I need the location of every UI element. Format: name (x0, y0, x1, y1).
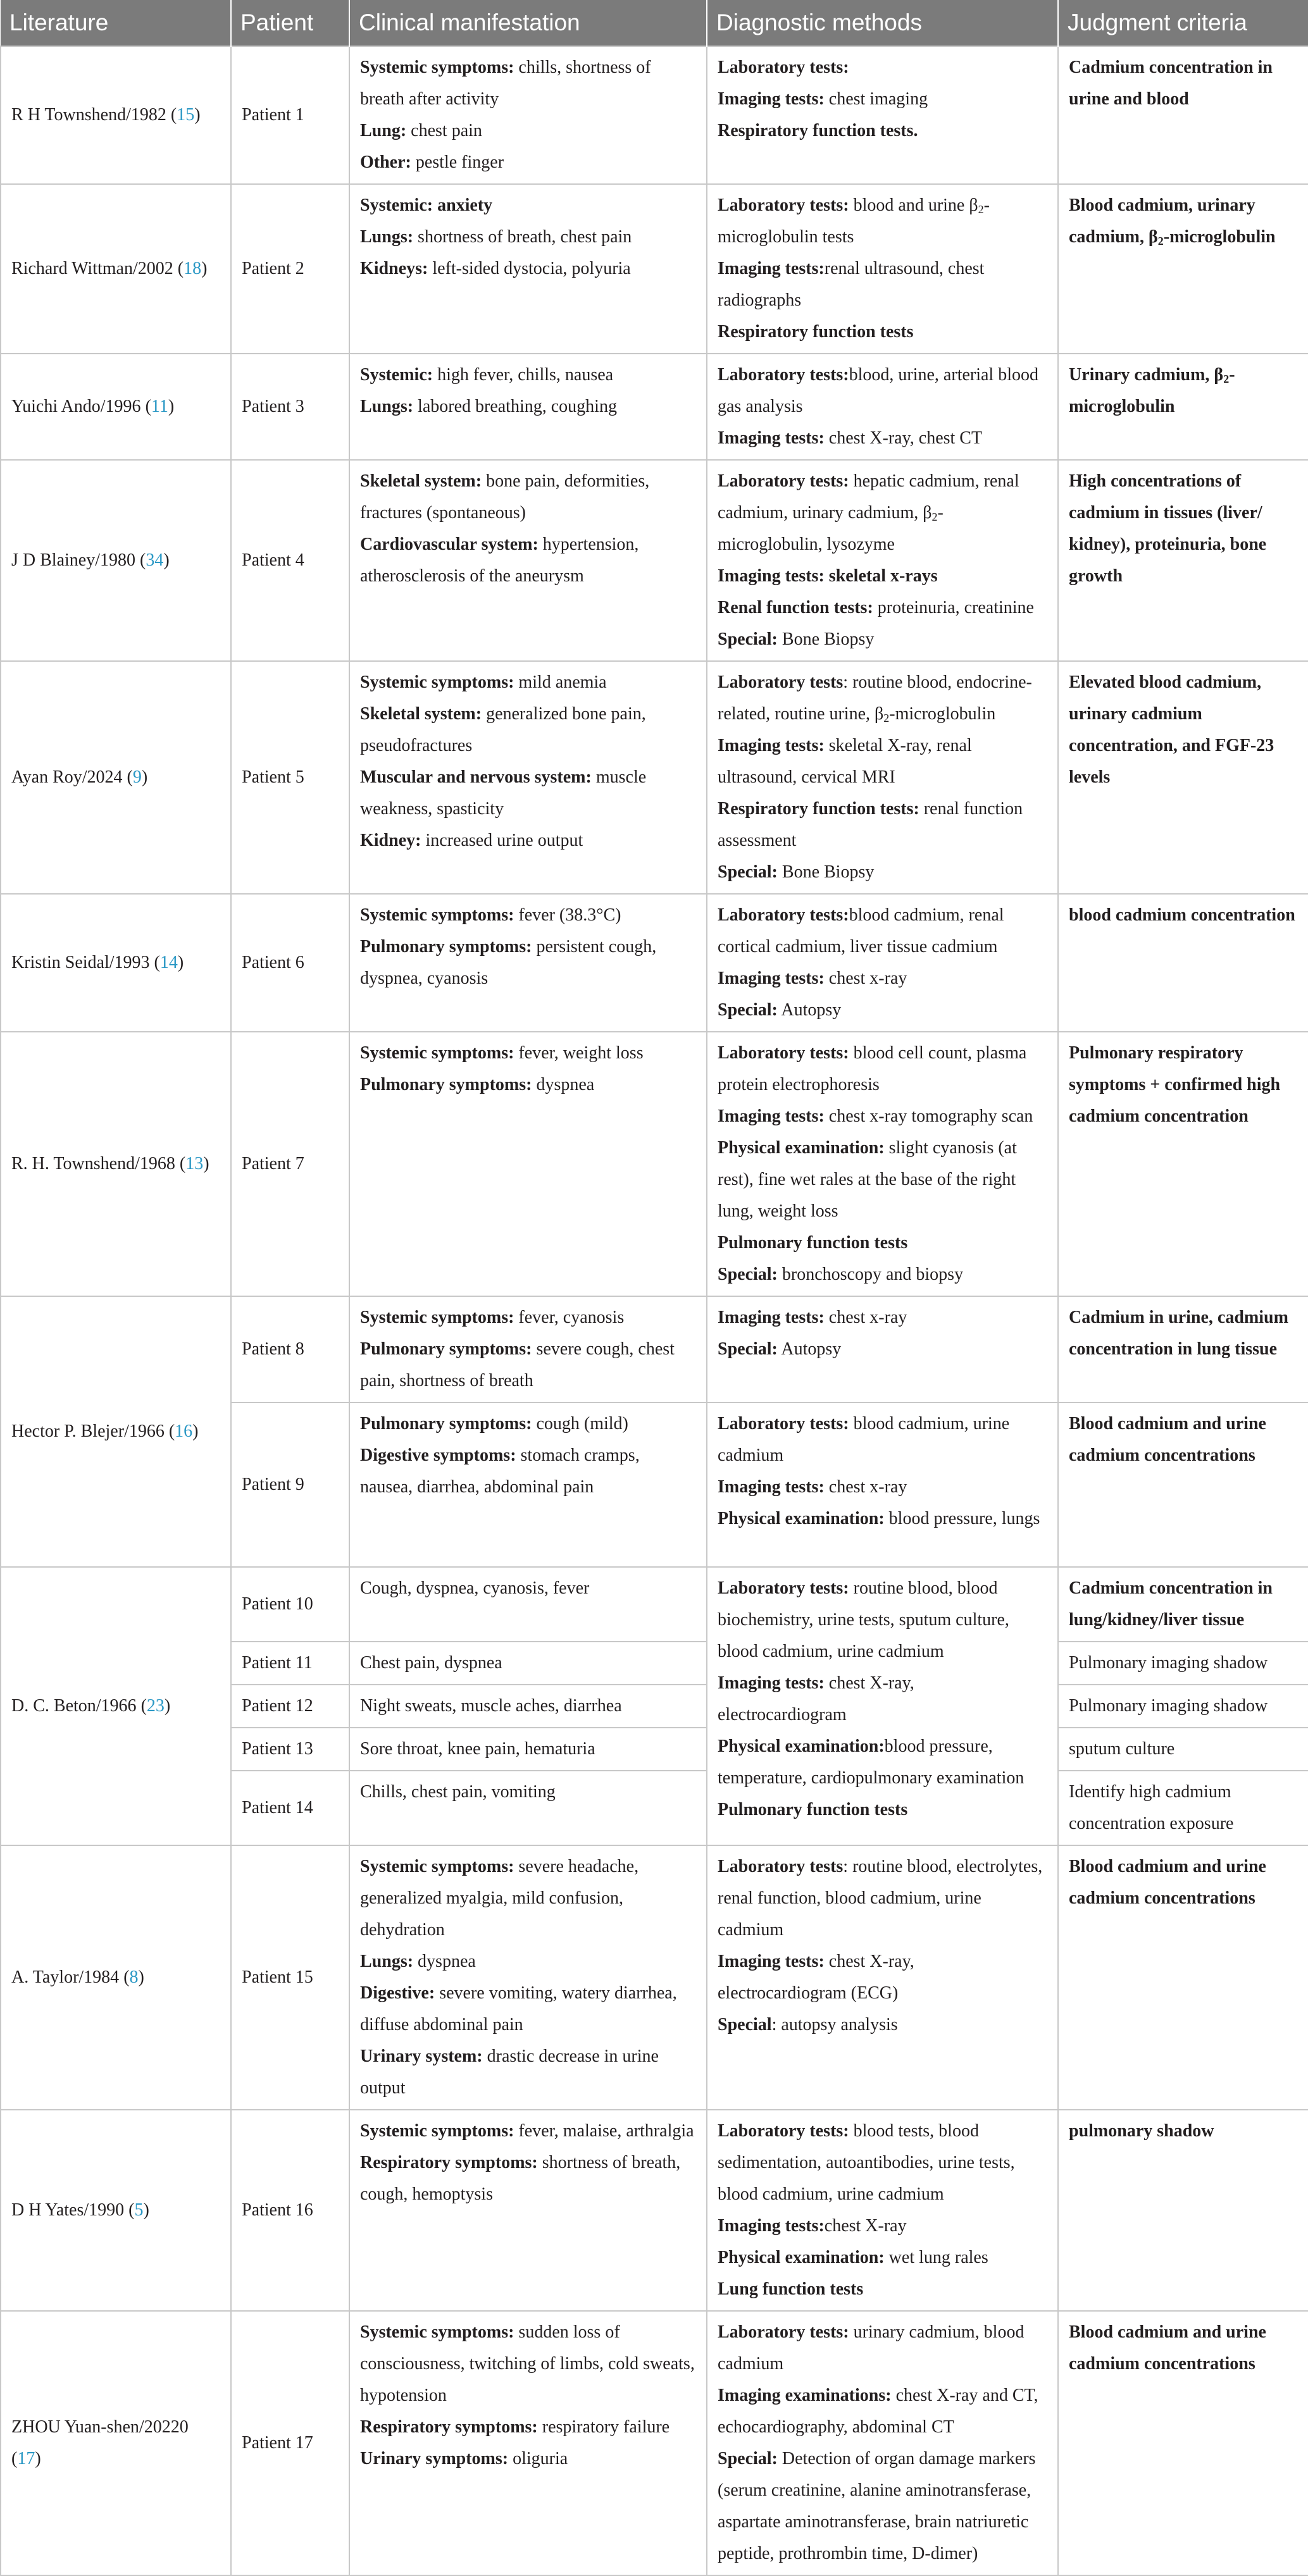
patient-cell: Patient 1 (231, 46, 349, 184)
patient-cell: Patient 2 (231, 184, 349, 354)
literature-cell: R. H. Townshend/1968 (13) (1, 1032, 231, 1296)
judgment-criteria-cell: Blood cadmium, urinary cadmium, $\beta_2$-microglobulin (1058, 184, 1308, 354)
patient-cell: Patient 7 (231, 1032, 349, 1296)
reference-link[interactable]: 15 (177, 105, 195, 125)
clinical-manifestation-cell: Systemic symptoms: chills, shortness of breath after activity Lung: chest pain Other: pestle finger (349, 46, 707, 184)
clinical-manifestation-cell: Systemic symptoms: mild anemia Skeletal system: generalized bone pain, pseudofractures Muscular and nervous system: muscle weakness, spasticity Kidney: increased urine output (349, 661, 707, 894)
patient-cell: Patient 9 (231, 1403, 349, 1567)
literature-cell: J D Blainey/1980 (34) (1, 460, 231, 661)
judgment-criteria-cell: Identify high cadmium concentration exposure (1058, 1771, 1308, 1845)
patient-cell: Patient 14 (231, 1771, 349, 1845)
reference-link[interactable]: 5 (134, 2200, 144, 2220)
clinical-manifestation-cell: Systemic symptoms: fever, cyanosis Pulmonary symptoms: severe cough, chest pain, shortness of breath (349, 1296, 707, 1403)
table-row (1, 894, 1308, 1032)
header-patient: Patient (231, 0, 349, 46)
table-row (1, 1567, 1308, 1642)
table-row (1, 2311, 1308, 2575)
patient-cell: Patient 5 (231, 661, 349, 894)
table-row (1, 2110, 1308, 2311)
clinical-manifestation-cell: Systemic: high fever, chills, nausea Lungs: labored breathing, coughing (349, 354, 707, 460)
clinical-manifestation-cell: Systemic symptoms: fever, weight loss Pulmonary symptoms: dyspnea (349, 1032, 707, 1296)
judgment-criteria-cell: Pulmonary imaging shadow (1058, 1642, 1308, 1685)
judgment-criteria-cell: blood cadmium concentration (1058, 894, 1308, 1032)
table-row (1, 184, 1308, 354)
judgment-criteria-cell: Cadmium in urine, cadmium concentration in lung tissue (1058, 1296, 1308, 1403)
patient-cell: Patient 16 (231, 2110, 349, 2311)
patient-cell: Patient 17 (231, 2311, 349, 2575)
table-row (1, 1845, 1308, 2110)
reference-link[interactable]: 13 (185, 1154, 204, 1173)
diagnostic-methods-cell: Laboratory tests:blood, urine, arterial blood gas analysis Imaging tests: chest X-ray, chest CT (707, 354, 1058, 460)
clinical-manifestation-cell: Systemic symptoms: severe headache, generalized myalgia, mild confusion, dehydration Lungs: dyspnea Digestive: severe vomiting, watery diarrhea, diffuse abdominal pain Urinary system: drastic decrease in urine output (349, 1845, 707, 2110)
literature-cell: Ayan Roy/2024 (9) (1, 661, 231, 894)
judgment-criteria-cell: High concentrations of cadmium in tissues (liver/ kidney), proteinuria, bone growth (1058, 460, 1308, 661)
reference-link[interactable]: 9 (132, 767, 142, 787)
header-diagnostic-methods: Diagnostic methods (707, 0, 1058, 46)
reference-link[interactable]: 34 (146, 550, 164, 570)
diagnostic-methods-cell: Laboratory tests: routine blood, blood biochemistry, urine tests, sputum culture, blood cadmium, urine cadmium Imaging tests: chest X-ray, electrocardiogram Physical examination:blood pressure, temperature, cardiopulmonary examination Pulmonary function tests (707, 1567, 1058, 1845)
clinical-manifestation-cell: Sore throat, knee pain, hematuria (349, 1728, 707, 1771)
judgment-criteria-cell: Blood cadmium and urine cadmium concentrations (1058, 1403, 1308, 1567)
literature-cell: Richard Wittman/2002 (18) (1, 184, 231, 354)
judgment-criteria-cell: Blood cadmium and urine cadmium concentrations (1058, 2311, 1308, 2575)
diagnostic-methods-cell: Laboratory tests: routine blood, endocrine-related, routine urine, $\beta_2$-microglobulin Imaging tests: skeletal X-ray, renal ultrasound, cervical MRI Respiratory function tests: renal function assessment Special: Bone Biopsy (707, 661, 1058, 894)
diagnostic-methods-cell: Laboratory tests: urinary cadmium, blood cadmium Imaging examinations: chest X-ray and CT, echocardiography, abdominal CT Special: Detection of organ damage markers (serum creatinine, alanine aminotransferase, aspartate aminotransferase, brain natriuretic peptide, prothrombin time, D-dimer) (707, 2311, 1058, 2575)
diagnostic-methods-cell: Laboratory tests: blood tests, blood sedimentation, autoantibodies, urine tests, blood cadmium, urine cadmium Imaging tests:chest X-ray Physical examination: wet lung rales Lung function tests (707, 2110, 1058, 2311)
diagnostic-methods-cell: Laboratory tests: blood cell count, plasma protein electrophoresis Imaging tests: chest x-ray tomography scan Physical examination: slight cyanosis (at rest), fine wet rales at the base of the right lung, weight loss Pulmonary function tests Special: bronchoscopy and biopsy (707, 1032, 1058, 1296)
patient-cell: Patient 13 (231, 1728, 349, 1771)
reference-link[interactable]: 8 (129, 1967, 139, 1987)
judgment-criteria-cell: Cadmium concentration in urine and blood (1058, 46, 1308, 184)
reference-link[interactable]: 14 (159, 953, 178, 972)
diagnostic-methods-cell: Laboratory tests: hepatic cadmium, renal cadmium, urinary cadmium, $\beta_2$-microglobulin, lysozyme Imaging tests: skeletal x-rays Renal function tests: proteinuria, creatinine Special: Bone Biopsy (707, 460, 1058, 661)
diagnostic-methods-cell: Laboratory tests: blood and urine $\beta_2$-microglobulin tests Imaging tests:renal ultrasound, chest radiographs Respiratory function tests (707, 184, 1058, 354)
literature-cell: R H Townshend/1982 (15) (1, 46, 231, 184)
clinical-manifestation-cell: Cough, dyspnea, cyanosis, fever (349, 1567, 707, 1642)
judgment-criteria-cell: Urinary cadmium, $\beta_2$-microglobulin (1058, 354, 1308, 460)
patient-cell: Patient 4 (231, 460, 349, 661)
reference-link[interactable]: 17 (17, 2449, 35, 2468)
judgment-criteria-cell: Pulmonary imaging shadow (1058, 1685, 1308, 1728)
clinical-manifestation-cell: Systemic symptoms: fever (38.3°C) Pulmonary symptoms: persistent cough, dyspnea, cyanosis (349, 894, 707, 1032)
diagnostic-methods-cell: Laboratory tests:blood cadmium, renal cortical cadmium, liver tissue cadmium Imaging tests: chest x-ray Special: Autopsy (707, 894, 1058, 1032)
table-header-row (1, 0, 1308, 46)
clinical-manifestation-cell: Chest pain, dyspnea (349, 1642, 707, 1685)
literature-cell: A. Taylor/1984 (8) (1, 1845, 231, 2110)
literature-cell: Yuichi Ando/1996 (11) (1, 354, 231, 460)
literature-cell: Hector P. Blejer/1966 (16) (1, 1296, 231, 1567)
table-row (1, 1032, 1308, 1296)
judgment-criteria-cell: Pulmonary respiratory symptoms + confirmed high cadmium concentration (1058, 1032, 1308, 1296)
header-literature: Literature (1, 0, 231, 46)
patient-cell: Patient 8 (231, 1296, 349, 1403)
literature-cell: D H Yates/1990 (5) (1, 2110, 231, 2311)
patient-cell: Patient 11 (231, 1642, 349, 1685)
clinical-manifestation-cell: Chills, chest pain, vomiting (349, 1771, 707, 1845)
patient-cell: Patient 10 (231, 1567, 349, 1642)
table-row (1, 460, 1308, 661)
judgment-criteria-cell: pulmonary shadow (1058, 2110, 1308, 2311)
header-judgment-criteria: Judgment criteria (1058, 0, 1308, 46)
judgment-criteria-cell: Cadmium concentration in lung/kidney/liver tissue (1058, 1567, 1308, 1642)
judgment-criteria-cell: Elevated blood cadmium, urinary cadmium concentration, and FGF-23 levels (1058, 661, 1308, 894)
patient-cell: Patient 12 (231, 1685, 349, 1728)
reference-link[interactable]: 16 (175, 1421, 193, 1441)
diagnostic-methods-cell: Laboratory tests: blood cadmium, urine cadmium Imaging tests: chest x-ray Physical examination: blood pressure, lungs (707, 1403, 1058, 1567)
diagnostic-methods-cell: Laboratory tests: Imaging tests: chest imaging Respiratory function tests. (707, 46, 1058, 184)
clinical-manifestation-cell: Systemic symptoms: fever, malaise, arthralgia Respiratory symptoms: shortness of breath, cough, hemoptysis (349, 2110, 707, 2311)
patient-cell: Patient 3 (231, 354, 349, 460)
clinical-manifestation-cell: Systemic: anxiety Lungs: shortness of breath, chest pain Kidneys: left-sided dystocia, polyuria (349, 184, 707, 354)
header-clinical-manifestation: Clinical manifestation (349, 0, 707, 46)
reference-link[interactable]: 11 (151, 397, 168, 416)
reference-link[interactable]: 23 (146, 1696, 165, 1716)
diagnostic-methods-cell: Imaging tests: chest x-ray Special: Autopsy (707, 1296, 1058, 1403)
reference-link[interactable]: 18 (184, 259, 202, 278)
patient-cell: Patient 6 (231, 894, 349, 1032)
literature-cell: D. C. Beton/1966 (23) (1, 1567, 231, 1845)
table-row (1, 661, 1308, 894)
clinical-manifestation-cell: Skeletal system: bone pain, deformities, fractures (spontaneous) Cardiovascular system: hypertension, atherosclerosis of the aneurysm (349, 460, 707, 661)
judgment-criteria-cell: sputum culture (1058, 1728, 1308, 1771)
table-row (1, 1296, 1308, 1403)
clinical-manifestation-cell: Systemic symptoms: sudden loss of consciousness, twitching of limbs, cold sweats, hypotension Respiratory symptoms: respiratory failure Urinary symptoms: oliguria (349, 2311, 707, 2575)
patient-cell: Patient 15 (231, 1845, 349, 2110)
judgment-criteria-cell: Blood cadmium and urine cadmium concentrations (1058, 1845, 1308, 2110)
literature-cell: ZHOU Yuan-shen/20220 (17) (1, 2311, 231, 2575)
table-row (1, 46, 1308, 184)
table-row (1, 354, 1308, 460)
clinical-manifestation-cell: Pulmonary symptoms: cough (mild) Digestive symptoms: stomach cramps, nausea, diarrhea, abdominal pain (349, 1403, 707, 1567)
diagnostic-methods-cell: Laboratory tests: routine blood, electrolytes, renal function, blood cadmium, urine cadmium Imaging tests: chest X-ray, electrocardiogram (ECG) Special: autopsy analysis (707, 1845, 1058, 2110)
literature-cell: Kristin Seidal/1993 (14) (1, 894, 231, 1032)
clinical-manifestation-cell: Night sweats, muscle aches, diarrhea (349, 1685, 707, 1728)
